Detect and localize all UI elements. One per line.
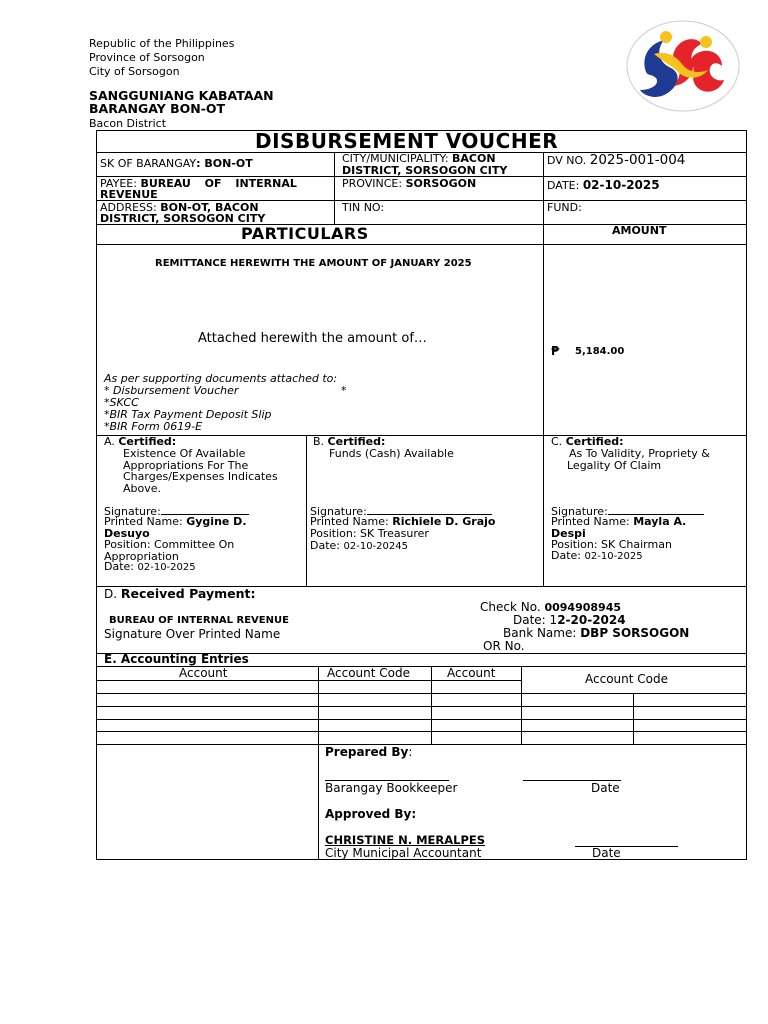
cert-a-date: Date: 02-10-2025 bbox=[104, 560, 196, 573]
accountant-title: City Municipal Accountant bbox=[325, 846, 482, 860]
cert-a-printed-name: Printed Name: Gygine D. Desuyo bbox=[104, 515, 247, 540]
fund-field: FUND: bbox=[547, 201, 582, 214]
amount-heading: AMOUNT bbox=[612, 224, 667, 237]
province-line: Province of Sorsogon bbox=[89, 51, 205, 64]
col-account: Account bbox=[179, 666, 228, 680]
voucher-form bbox=[96, 130, 747, 860]
republic-line: Republic of the Philippines bbox=[89, 37, 235, 50]
cert-a-text: Existence Of Available Appropriations For The Charges/Expenses Indicates Above. bbox=[123, 447, 278, 495]
district-name: Bacon District bbox=[89, 117, 167, 130]
cert-a-position: Position: Committee On Appropriation bbox=[104, 538, 235, 563]
doc-item: *BIR Form 0619-E bbox=[104, 420, 203, 433]
received-payee: BUREAU OF INTERNAL REVENUE bbox=[109, 615, 289, 626]
doc-item: * Disbursement Voucher bbox=[104, 384, 239, 397]
approved-date-label: Date bbox=[592, 846, 621, 860]
accounting-entries-heading: E. Accounting Entries bbox=[104, 652, 249, 666]
doc-star: * bbox=[341, 384, 347, 397]
address-field: ADDRESS: BON-OT, BACON DISTRICT, SORSOGON CITY bbox=[100, 201, 266, 225]
prepared-by-label: Prepared By: bbox=[325, 745, 413, 759]
cert-b-position: Position: SK Treasurer bbox=[310, 527, 429, 540]
bank-name: Bank Name: DBP SORSOGON bbox=[503, 626, 690, 640]
prepared-date-label: Date bbox=[591, 781, 620, 795]
remittance-text: REMITTANCE HEREWITH THE AMOUNT OF JANUARY 2025 bbox=[155, 258, 472, 269]
signature-over-printed-name: Signature Over Printed Name bbox=[104, 627, 281, 641]
sk-barangay-field: SK OF BARANGAY: BON-OT bbox=[100, 157, 253, 170]
province-field: PROVINCE: SORSOGON bbox=[342, 177, 477, 190]
org-name: SANGGUNIANG KABATAAN bbox=[89, 88, 274, 103]
sk-logo bbox=[626, 20, 740, 112]
cert-c-signature: Signature: bbox=[551, 504, 704, 518]
tin-field: TIN NO: bbox=[342, 201, 385, 214]
col-account-code: Account Code bbox=[585, 672, 668, 686]
cert-b-heading: B. Certified: bbox=[313, 435, 386, 448]
cert-c-printed-name: Printed Name: Mayla A. Despi bbox=[551, 515, 687, 540]
approved-by-label: Approved By: bbox=[325, 807, 417, 821]
cert-b-text: Funds (Cash) Available bbox=[329, 447, 454, 460]
cert-a-heading: A. Certified: bbox=[104, 435, 177, 448]
col-account: Account bbox=[447, 666, 496, 680]
attached-text: Attached herewith the amount of… bbox=[198, 331, 427, 346]
city-line: City of Sorsogon bbox=[89, 65, 180, 78]
cert-b-date: Date: 02-10-20245 bbox=[310, 539, 408, 552]
accountant-name: CHRISTINE N. MERALPES bbox=[325, 833, 486, 847]
received-date: Date: 12-20-2024 bbox=[513, 613, 626, 627]
date-field: DATE: 02-10-2025 bbox=[547, 178, 660, 192]
city-municipality-field: CITY/MUNICIPALITY: BACON DISTRICT, SORSOGON CITY bbox=[342, 152, 508, 177]
particulars-heading: PARTICULARS bbox=[241, 224, 369, 243]
cert-c-date: Date: 02-10-2025 bbox=[551, 549, 643, 562]
cert-b-printed-name: Printed Name: Richiele D. Grajo bbox=[310, 515, 496, 528]
doc-item: *BIR Tax Payment Deposit Slip bbox=[104, 408, 272, 421]
voucher-title: DISBURSEMENT VOUCHER bbox=[255, 129, 559, 153]
dv-number-field: DV NO. 2025-001-004 bbox=[547, 152, 686, 168]
supporting-docs-label: As per supporting documents attached to: bbox=[104, 372, 338, 385]
cert-c-position: Position: SK Chairman bbox=[551, 538, 672, 551]
cert-c-heading: C. Certified: bbox=[551, 435, 624, 448]
sk-logo-icon bbox=[626, 20, 740, 112]
received-payment-heading: D. Received Payment: bbox=[104, 586, 256, 601]
cert-a-signature: Signature: bbox=[104, 504, 249, 518]
peso-sign: ₱ bbox=[551, 344, 560, 358]
col-account-code: Account Code bbox=[327, 666, 410, 680]
or-number: OR No. bbox=[483, 639, 525, 653]
check-number: Check No. 0094908945 bbox=[480, 600, 622, 614]
cert-b-signature: Signature: bbox=[310, 504, 492, 518]
payee-field: PAYEE: BUREAU OF INTERNAL REVENUE bbox=[100, 177, 297, 201]
bookkeeper-title: Barangay Bookkeeper bbox=[325, 781, 458, 795]
cert-c-text: As To Validity, Propriety & Legality Of Claim bbox=[567, 447, 710, 472]
amount-value: 5,184.00 bbox=[575, 346, 625, 357]
barangay-name: BARANGAY BON-OT bbox=[89, 101, 226, 116]
doc-item: *SKCC bbox=[104, 396, 139, 409]
